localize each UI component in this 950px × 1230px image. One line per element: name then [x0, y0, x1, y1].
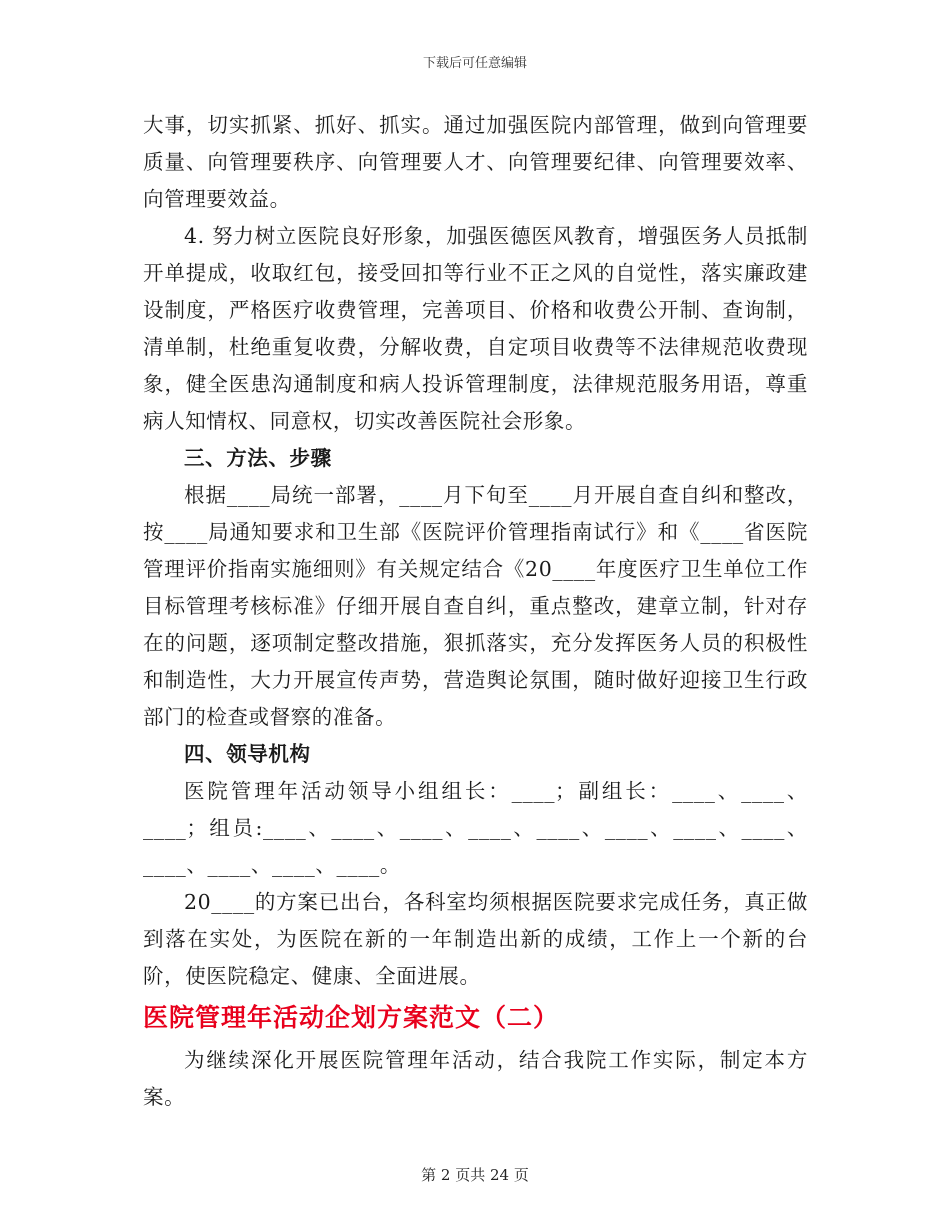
paragraph-closing: 20____的方案已出台，各科室均须根据医院要求完成任务，真正做到落在实处，为医院在新的一年制造出新的成绩，工作上一个新的台阶，使医院稳定、健康、全面进展。: [143, 890, 808, 988]
header-note: 下载后可任意编辑: [422, 56, 527, 71]
document-body: [143, 107, 808, 1116]
section-heading-methods: 三、方法、步骤: [184, 446, 332, 470]
document-title-part-two: 医院管理年活动企划方案范文（二）: [143, 1003, 560, 1032]
paragraph-methods: 根据____局统一部署，____月下旬至____月开展自查自纠和整改，按____局通知要求和卫生部《医院评价管理指南试行》和《____省医院管理评价指南实施细则》有关规定结合《20____年度医疗卫生单位工作目标管理考核标准》仔细开展自查自纠，重点整改，建章立制，针对存在的问题，逐项制定整改措施，狠抓落实，充分发挥医务人员的积极性和制造性，大力开展宣传声势，营造舆论氛围，随时做好迎接卫生行政部门的检查或督察的准备。: [143, 483, 808, 729]
paragraph-intro-part-two: 为继续深化开展医院管理年活动，结合我院工作实际，制定本方案。: [143, 1048, 808, 1109]
section-heading-leadership: 四、领导机构: [184, 742, 311, 766]
page-number-footer: 第 2 页共 24 页: [421, 1166, 529, 1184]
paragraph-management-goals: 大事，切实抓紧、抓好、抓实。通过加强医院内部管理，做到向管理要质量、向管理要秩序、向管理要人才、向管理要纪律、向管理要效率、向管理要效益。: [143, 113, 808, 211]
paragraph-leadership-group: 医院管理年活动领导小组组长：____；副组长：____、____、____；组员:____、____、____、____、____、____、____、____、____、____、____、____。: [143, 779, 808, 877]
paragraph-hospital-image: 4. 努力树立医院良好形象，加强医德医风教育，增强医务人员抵制开单提成，收取红包，接受回扣等行业不正之风的自觉性，落实廉政建设制度，严格医疗收费管理，完善项目、价格和收费公开制、查询制，清单制，杜绝重复收费，分解收费，自定项目收费等不法律规范收费现象，健全医患沟通制度和病人投诉管理制度，法律规范服务用语，尊重病人知情权、同意权，切实改善医院社会形象。: [143, 224, 808, 433]
